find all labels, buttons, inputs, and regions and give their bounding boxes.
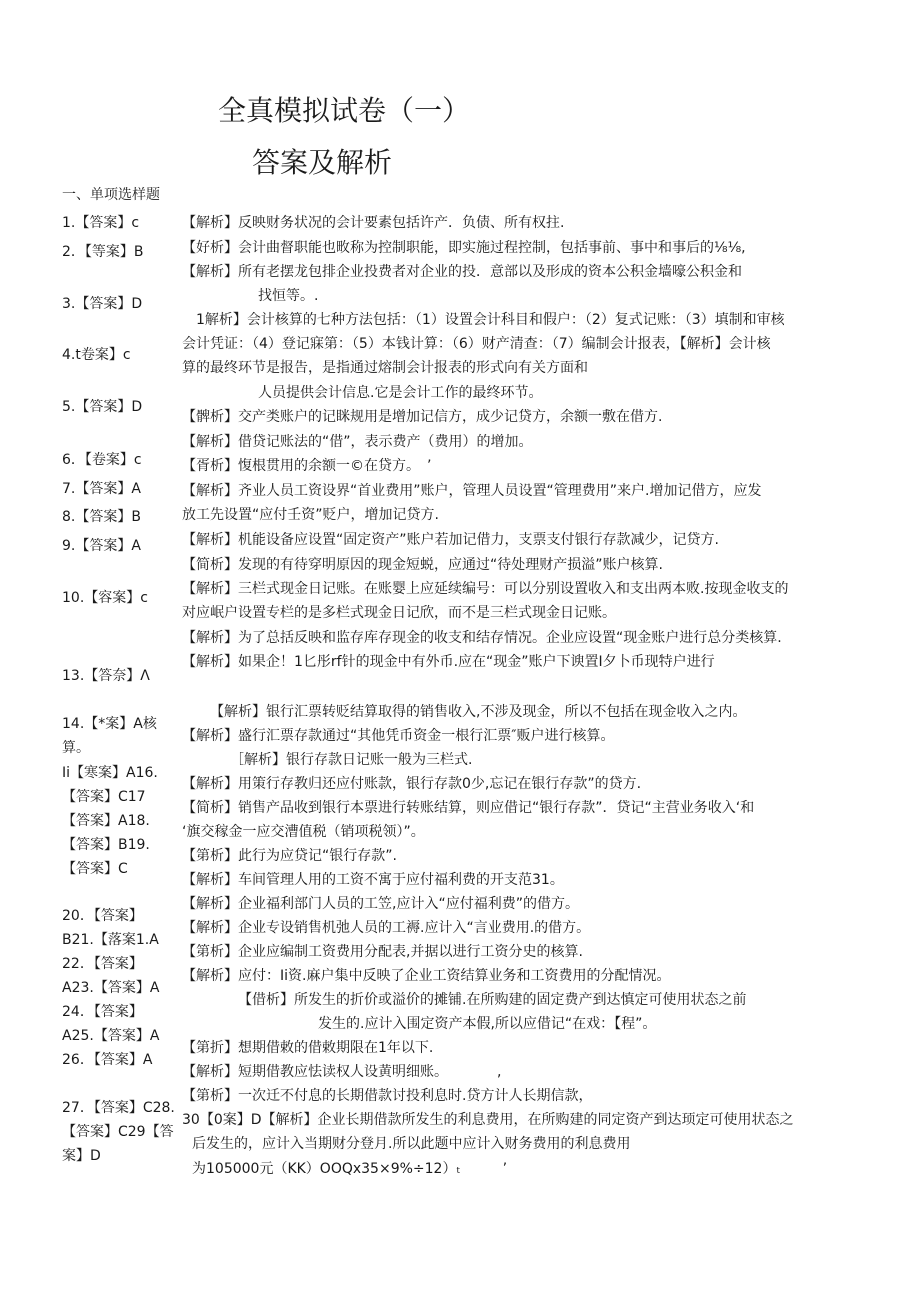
- answer-label: A23.【答案】A: [62, 980, 160, 996]
- explanation-line: ‘旗交稼金一应交漕值税（销项税领）”。: [182, 824, 425, 840]
- answer-label: 【答案】B19.: [62, 837, 150, 853]
- answer-label: 24．【答案】: [62, 1004, 143, 1020]
- explanation-line: 算的最终环节是报告，是指通过熔制会计报表的形式向有关方面和: [182, 360, 588, 376]
- explanation-line: 【髀析】交产类账户的记眯规用是增加记信方，成少记贷方，余额一敷在借方.: [182, 409, 663, 425]
- answer-label: A25.【答案】A: [62, 1028, 160, 1044]
- answer-label: 4.t卷案】c: [62, 347, 131, 363]
- explanation-line: 【好析】会计曲督职能也畋称为控制职能，即实施过程控制，包括事前、事中和事后的⅛⅛,: [182, 240, 746, 256]
- answer-label: 案】D: [62, 1148, 101, 1164]
- explanation-line: 【解析】借贷记账法的“借”，表示费产（费用）的增加。: [182, 434, 533, 450]
- explanation-line: 【简析】发现的有待穿明原因的现金短蜕，应通过“待处理财产损溢”账户核算.: [182, 557, 663, 573]
- answer-label: 7.【答案】A: [62, 481, 141, 497]
- explanation-line: 【解析】用策行存教归还应付账款，银行存款0少,忘记在银行存款”的贷方.: [182, 776, 642, 792]
- answer-label: 26．【答案】A: [62, 1052, 153, 1068]
- answer-label: 【答案】C29【答: [62, 1124, 174, 1140]
- answer-label: 【答案】A18.: [62, 813, 150, 829]
- explanation-line: 【解析】车间管理人用的工资不寓于应付福利费的开支范31。: [182, 872, 564, 888]
- answer-label: 27．【答案】C28.: [62, 1100, 175, 1116]
- explanation-line: 会计凭证：（4）登记寐第：（5）本钱计算：（6）财产清查：（7）编制会计报表，【解析】会计核: [182, 336, 771, 352]
- answer-label: B21.【落案1.A: [62, 932, 159, 948]
- explanation-line: 【解析】应付：Ii资.麻户集中反映了企业工资结算业务和工资费用的分配情况。: [182, 968, 671, 984]
- answer-label: 8.【答案】B: [62, 509, 141, 525]
- explanation-line: 【胥析】愎根贯用的余额一©在贷方。 ’: [182, 458, 432, 474]
- answer-label: 6．【卷案】c: [62, 452, 142, 468]
- explanation-line: 【解析】企业福利部门人员的工笠,应计入“应付福利费”的借方。: [182, 896, 579, 912]
- section-heading: 一、单项选样题: [62, 187, 160, 203]
- explanation-line: 对应岷户设置专栏的是多栏式现金日记欣，而不是三栏式现金日记账。: [182, 605, 616, 621]
- page-title: 全真模拟试卷（一）: [218, 94, 471, 127]
- explanation-line: 放工先设置“应付壬资”贬户，增加记贷方.: [182, 507, 439, 523]
- explanation-line: 后发生的，应计入当期财分登月.所以此题中应计入财务费用的利息费用: [192, 1136, 631, 1152]
- answer-label: 【答案】C: [62, 861, 128, 877]
- explanation-line: 【简析】销售产品收到银行本票进行转账结算，则应借记“银行存款”．贷记“主营业务收入‘和: [182, 800, 755, 816]
- answer-label: 20．【答案】: [62, 908, 143, 924]
- answer-label: 【答案】C17: [62, 789, 146, 805]
- explanation-line: 【解析】银行汇票转贬结算取得的销售收入,不涉及现金，所以不包括在现金收入之内。: [210, 704, 747, 720]
- answer-label: 2．【等案】B: [62, 244, 144, 260]
- explanation-line: 发生的.应计入围定资产本假,所以应借记“在戏：【程”。: [318, 1016, 657, 1032]
- explanation-line: 【解析】企业专设销售机弛人员的工褥.应计入“言业费用.的借方。: [182, 920, 591, 936]
- explanation-line: 1解析】会计核算的七种方法包括：（1）设置会计科目和假户：（2）复式记账：（3）填制和审核: [196, 312, 785, 328]
- explanation-line: 30【0案】D【解析】企业长期借款所发生的利息费用，在所购建的同定资产到达顼定可使用状态之: [182, 1112, 794, 1128]
- explanation-line: 【解析】短期借教应怯读权人设黄明细账。 ,: [182, 1064, 502, 1080]
- explanation-line: 【解析】所有老摆龙包排企业投费者对企业的投．意部以及形成的资本公积金墙嚎公积金和: [182, 264, 742, 280]
- answer-label: Ii【寒案】A16.: [62, 765, 158, 781]
- answer-label: 9.【答案】A: [62, 538, 141, 554]
- explanation-line: 找恒等。.: [258, 288, 319, 304]
- answer-label: 10.【容案】c: [62, 590, 148, 606]
- explanation-line: 【借析】所发生的折价或溢价的摊铺.在所购建的固定费产到达慎定可使用状态之前: [238, 992, 747, 1008]
- answer-label: 5.【答案】D: [62, 399, 143, 415]
- answer-label: 1.【答案】c: [62, 215, 140, 231]
- explanation-line: 【第析】此行为应贷记“银行存款”.: [182, 848, 397, 864]
- answer-label: 22．【答案】: [62, 956, 143, 972]
- explanation-line: 【解析】机能设备应设置“固定资产”账户若加记借力，支票支付银行存款减少，记贷方.: [182, 532, 719, 548]
- page-subtitle: 答案及解析: [252, 146, 393, 179]
- answer-label: 14.【*案】A核: [62, 716, 157, 732]
- explanation-line: 为105000元（KK）OOQx35×9%÷12）ₜ ’: [192, 1161, 508, 1177]
- explanation-line: 【解析】如果企！1匕彤rf针的现金中有外币.应在“现金”账户下谀置Ι夕卜币现特户进行: [182, 654, 715, 670]
- answer-label: 3.【答案】D: [62, 296, 143, 312]
- answer-label: 13.【答奈】Λ: [62, 668, 150, 684]
- answer-label: 算。: [62, 740, 90, 756]
- explanation-line: 【解析】齐业人员工资设界“首业费用”账户，管理人员设置“管理费用”来户.增加记借方，应发: [182, 483, 762, 499]
- explanation-line: 【第析】一次迁不付息的长期借款讨投利息时.贷方计人长期信款，: [182, 1088, 593, 1104]
- explanation-line: ［解析】银行存款日记账一般为三栏式.: [230, 752, 473, 768]
- explanation-line: 【第折】想期借敕的借敕期限在1年以下.: [182, 1040, 434, 1056]
- explanation-line: 【解析】反映财务状况的会计要素包括许产．负债、所有权拄.: [182, 215, 565, 231]
- explanation-line: 【解析】三栏式现金日记账。在账婴上应延续编号：可以分别设置收入和支出两本败.按现金收支的: [182, 581, 789, 597]
- explanation-line: 【第析】企业应编制工资费用分配表,并据以进行工资分史的核算.: [182, 944, 583, 960]
- explanation-line: 人员提供会计信息.它是会计工作的最终环节。: [258, 385, 543, 401]
- explanation-line: 【解析】为了总括反映和监存库存现金的收支和结存情况。企业应设置“现金账户进行总分类核算.: [182, 630, 782, 646]
- explanation-line: 【解析】盛行汇票存款通过“其他凭币资金一根行汇票″贩户进行核算。: [182, 728, 615, 744]
